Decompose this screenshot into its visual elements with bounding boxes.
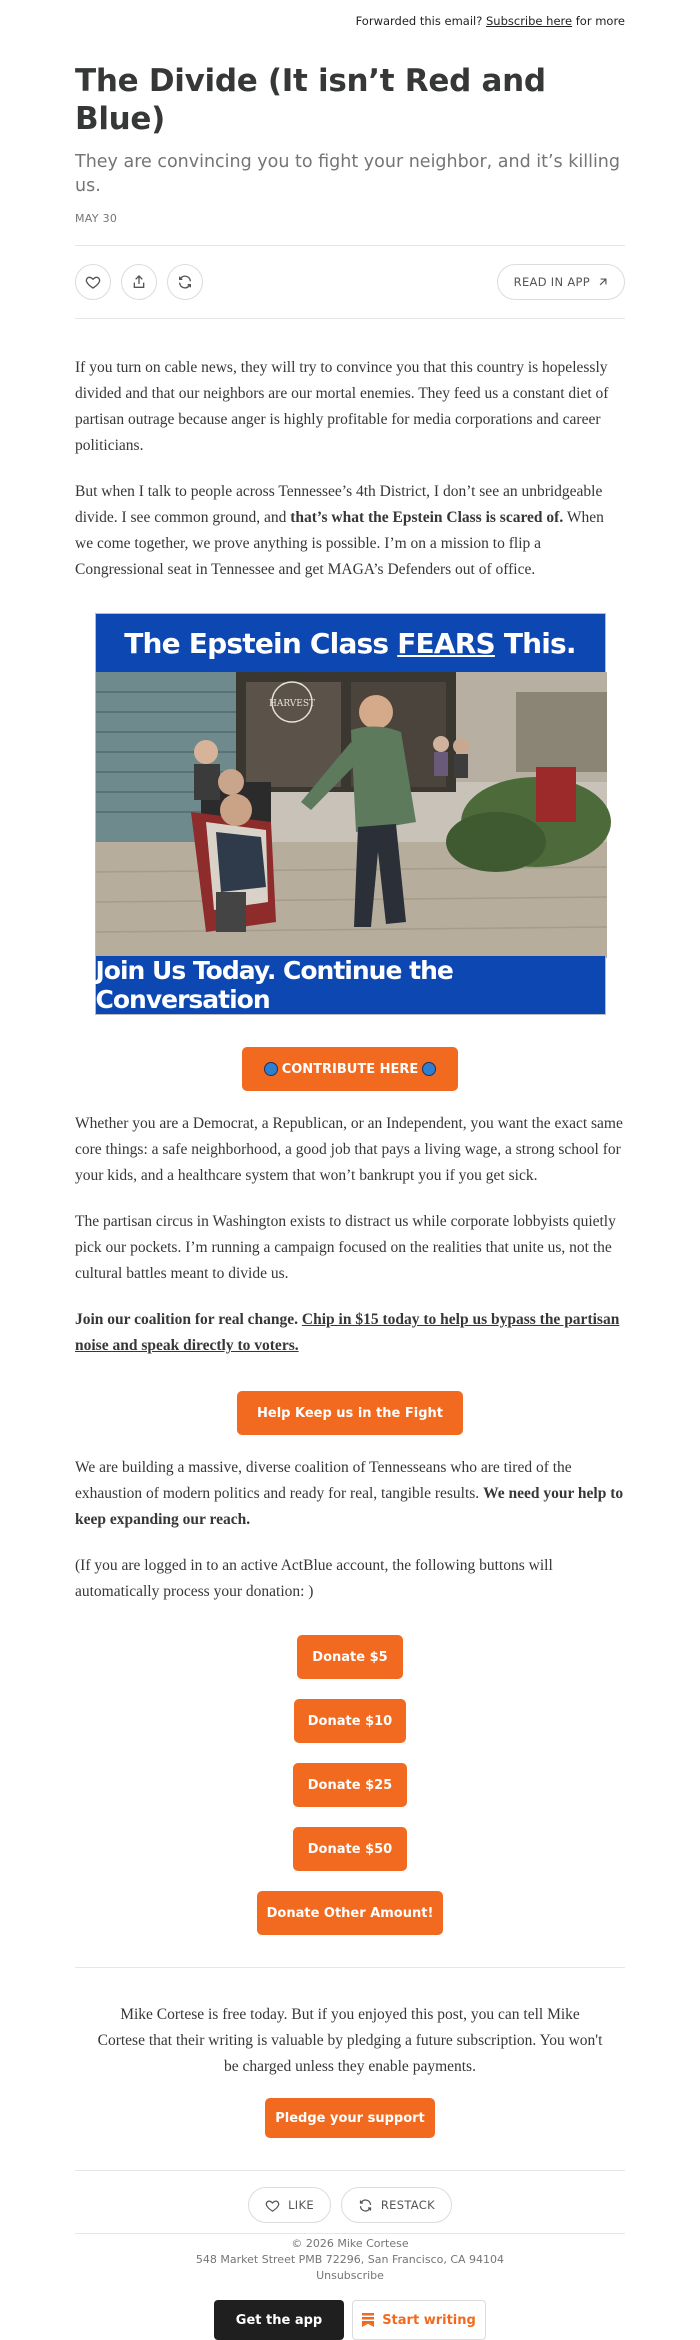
address: 548 Market Street PMB 72296, San Francisco, CA 94104: [195, 2253, 505, 2266]
post-date: MAY 30: [75, 212, 118, 225]
heart-icon: [265, 2198, 280, 2213]
paragraph-3: Whether you are a Democrat, a Republican, or an Independent, you want the exact same core things: a safe neighborhood, a good job that pays a living wage, a strong school for your kids, and a healthcare system that won’t bankrupt you if you get sick.: [75, 1115, 623, 1184]
paragraph-2-text-end: When we come together, we prove anything is possible. I’m on a mission to flip a Congressional seat in Tennessee and get MAGA’s Defenders out of office.: [75, 509, 604, 578]
help-keep-us-button[interactable]: Help Keep us in the Fight: [237, 1391, 463, 1435]
campaign-image[interactable]: [95, 613, 606, 1015]
circle-icon: [264, 1062, 278, 1076]
divider: [75, 1967, 625, 1968]
read-in-app-label: READ IN APP: [513, 275, 590, 289]
get-the-app-button[interactable]: Get the app: [214, 2300, 344, 2340]
copyright: © 2026 Mike Cortese: [291, 2237, 409, 2250]
pledge-button[interactable]: Pledge your support: [265, 2098, 435, 2138]
circle-icon: [422, 1062, 436, 1076]
unsubscribe-link[interactable]: Unsubscribe: [316, 2269, 384, 2282]
heart-icon: [85, 274, 101, 290]
substack-logo-icon: [362, 2313, 374, 2327]
contribute-button[interactable]: [242, 1047, 459, 1091]
divider: [75, 318, 625, 319]
restack-button[interactable]: [167, 264, 203, 300]
paragraph-6-text: We are building a massive, diverse coalition of Tennesseans who are tired of the exhaustion of modern politics and ready for real, tangible results.: [75, 1459, 572, 1502]
restack-icon: [358, 2198, 373, 2213]
donate-50-button[interactable]: Donate $50: [293, 1827, 407, 1871]
paragraph-5-bold: Join our coalition for real change.: [75, 1311, 299, 1328]
forward-suffix: for more: [575, 14, 625, 28]
share-button[interactable]: [121, 264, 157, 300]
start-writing-label: Start writing: [382, 2312, 476, 2328]
subscribe-link[interactable]: Subscribe here: [486, 14, 573, 28]
pledge-text: Mike Cortese is free today. But if you enjoyed this post, you can tell Mike Cortese that their writing is valuable by pledging a future subscription. You won't be charged unless they enable payments.: [97, 2006, 603, 2075]
restack-pill-button[interactable]: [341, 2187, 452, 2223]
restack-icon: [177, 274, 193, 290]
donate-other-button[interactable]: Donate Other Amount!: [257, 1891, 443, 1935]
paragraph-4: The partisan circus in Washington exists to distract us while corporate lobbyists quietly pick our pockets. I’m running a campaign focused on the realities that unite us, not the cultural battles meant to divide us.: [75, 1213, 616, 1282]
paragraph-6-bold: We need your help to keep expanding our reach.: [75, 1485, 624, 1528]
arrow-up-right-icon: [596, 275, 610, 289]
divider: [75, 2233, 625, 2234]
forward-prefix: Forwarded this email?: [355, 14, 483, 28]
paragraph-6: [75, 1455, 625, 1533]
paragraph-2-bold: that’s what the Epstein Class is scared of.: [290, 509, 564, 526]
image-headline: [96, 614, 605, 672]
read-in-app-button[interactable]: [497, 264, 625, 300]
image-headline-underlined: FEARS: [397, 626, 495, 660]
paragraph-2: [75, 479, 625, 583]
image-headline-text: The Epstein Class: [124, 626, 398, 660]
paragraph-1: If you turn on cable news, they will try to convince you that this country is hopelessly divided and that our neighbors are our mortal enemies. They feed us a constant diet of partisan outrage because anger is highly profitable for media corporations and career politicians.: [75, 359, 609, 454]
contribute-label: CONTRIBUTE HERE: [281, 1061, 419, 1077]
start-writing-button[interactable]: [352, 2300, 486, 2340]
chip-in-link[interactable]: Chip in $15 today to help us bypass the partisan noise and speak directly to voters.: [75, 1311, 620, 1354]
donate-25-button[interactable]: Donate $25: [293, 1763, 407, 1807]
forward-bar: [0, 0, 700, 40]
like-pill-button[interactable]: [248, 2187, 331, 2223]
donate-5-button[interactable]: Donate $5: [297, 1635, 403, 1679]
restack-label: RESTACK: [380, 2198, 435, 2212]
share-icon: [131, 274, 147, 290]
paragraph-7: (If you are logged in to an active ActBlue account, the following buttons will automatically process your donation: ): [75, 1557, 553, 1600]
post-subtitle: They are convincing you to fight your neighbor, and it’s killing us.: [75, 152, 621, 196]
image-headline-end: This.: [494, 626, 576, 660]
donate-10-button[interactable]: Donate $10: [294, 1699, 406, 1743]
post-title: The Divide (It isn’t Red and Blue): [75, 63, 546, 137]
post-actions: [75, 246, 625, 318]
paragraph-2-text: But when I talk to people across Tennessee’s 4th District, I don’t see an unbridgeable divide. I see common ground, and: [75, 483, 603, 526]
campaign-photo: [96, 672, 607, 958]
paragraph-5: [75, 1307, 625, 1359]
like-button[interactable]: [75, 264, 111, 300]
like-label: LIKE: [288, 2198, 314, 2212]
storefront-sign: HARVEST: [268, 699, 315, 709]
image-call-to-action: Join Us Today. Continue the Conversation: [96, 956, 605, 1014]
divider: [75, 2170, 625, 2171]
